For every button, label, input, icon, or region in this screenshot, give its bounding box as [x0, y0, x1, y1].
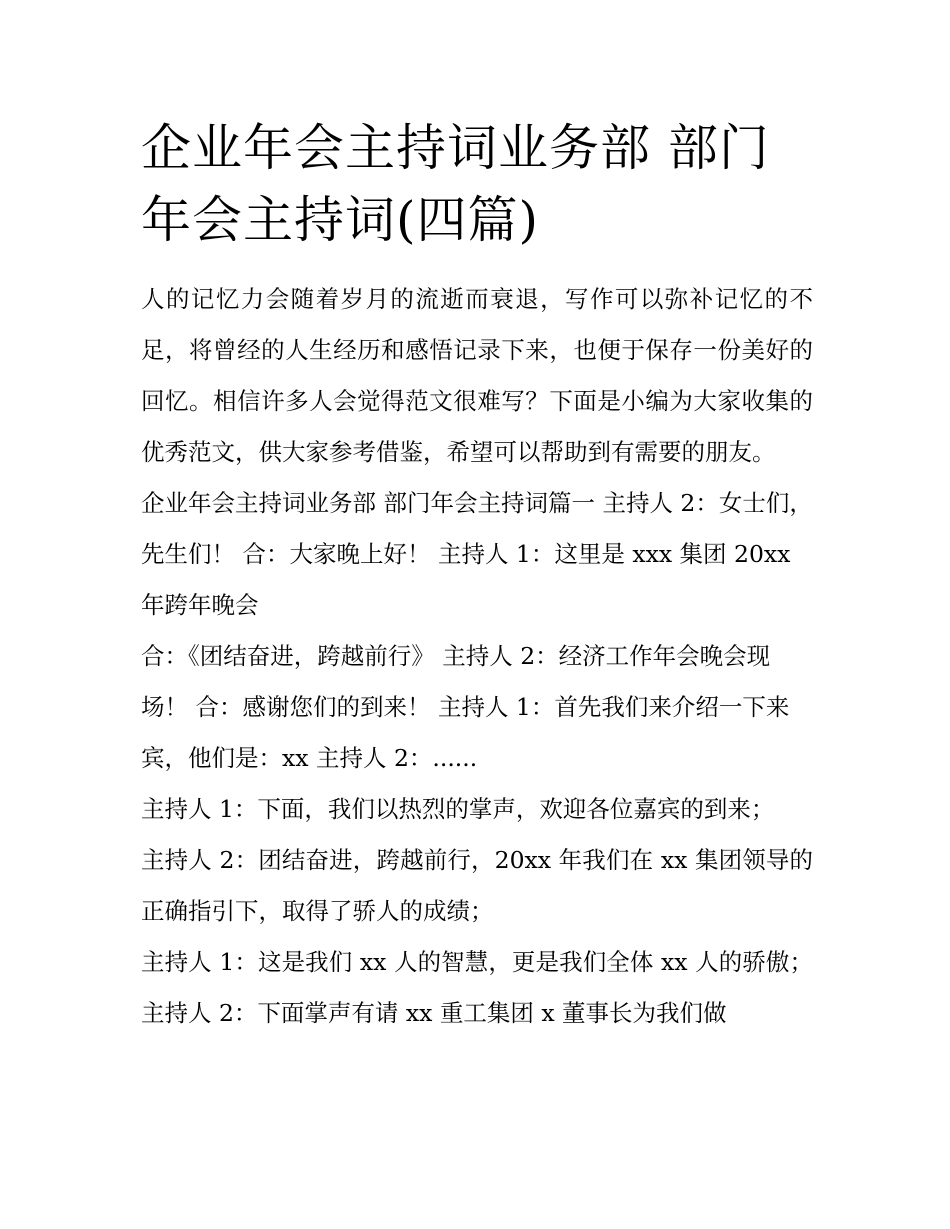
- host-script-paragraph-1: 企业年会主持词业务部 部门年会主持词篇一 主持人 2：女士们，先生们！ 合：大家晚上好！ 主持人 1：这里是 xxx 集团 20xx 年跨年晚会: [141, 489, 813, 619]
- host-script-paragraph-2: 合：《团结奋进，跨越前行》 主持人 2：经济工作年会晚会现场！ 合：感谢您们的到来！ 主持人 1：首先我们来介绍一下来宾，他们是：xx 主持人 2：......: [141, 642, 790, 772]
- intro-paragraph: 人的记忆力会随着岁月的流逝而衰退，写作可以弥补记忆的不足，将曾经的人生经历和感悟记录下来，也便于保存一份美好的回忆。相信许多人会觉得范文很难写？下面是小编为大家收集的优秀范文，供大家参考借鉴，希望可以帮助到有需要的朋友。: [141, 285, 813, 466]
- document-body: [141, 274, 813, 1039]
- host-script-paragraph-4: 主持人 2：团结奋进，跨越前行，20xx 年我们在 xx 集团领导的正确指引下，取得了骄人的成绩；: [141, 846, 813, 925]
- host-script-paragraph-5: 主持人 1：这是我们 xx 人的智慧，更是我们全体 xx 人的骄傲； 主持人 2：下面掌声有请 xx 重工集团 x 董事长为我们做: [141, 948, 813, 1027]
- document-page: [141, 112, 813, 1039]
- document-title: 企业年会主持词业务部 部门年会主持词(四篇): [141, 119, 770, 249]
- host-script-paragraph-3: 主持人 1：下面，我们以热烈的掌声，欢迎各位嘉宾的到来；: [141, 795, 775, 823]
